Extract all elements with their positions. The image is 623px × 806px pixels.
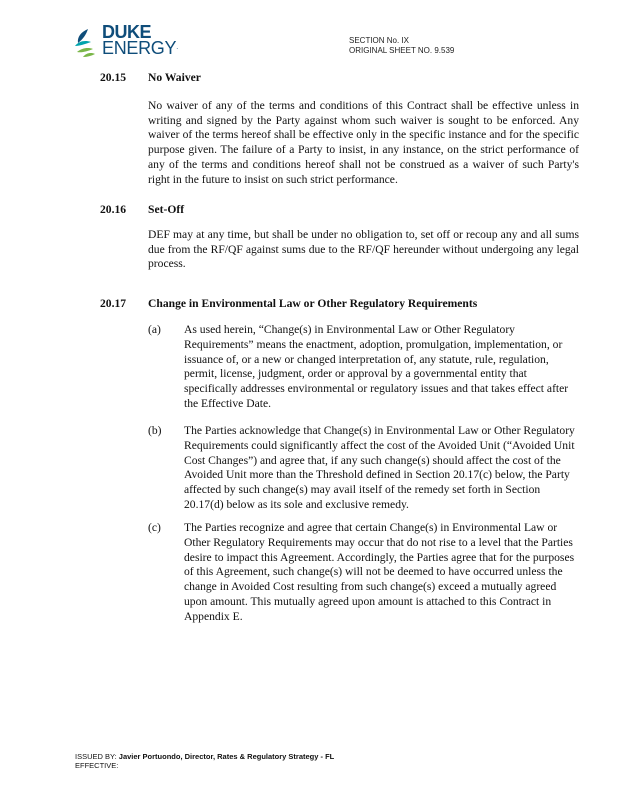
section-number: SECTION No. IX (349, 36, 410, 45)
section-20-16-body: DEF may at any time, but shall be under no obligation to, set off or recoup any and all sums due from the RF/QF against sums due to the RF/QF hereunder without undergoing any legal process. (148, 228, 579, 271)
item-b-label: (b) (148, 424, 162, 437)
page-footer (75, 752, 334, 770)
sheet-number: ORIGINAL SHEET NO. 9.539 (349, 46, 455, 55)
item-a-label: (a) (148, 323, 161, 336)
section-20-17-title: Change in Environmental Law or Other Regulatory Requirements (148, 297, 478, 310)
sheet-header (349, 36, 454, 56)
item-c-label: (c) (148, 521, 161, 534)
logo-line1: DUKE (102, 22, 152, 42)
section-20-16-number: 20.16 (100, 203, 127, 216)
item-a-text: As used herein, “Change(s) in Environmental Law or Other Regulatory Requirements” means the enactment, adoption, promulgation, implementation, or issuance of, or a new or changed interpretation of, any statute, rule, regulation, permit, license, judgment, order or approval by a governmental entity that specifically addresses environmental or regulatory issues and that takes effect after the Effective Date. (184, 323, 569, 410)
section-20-16-title: Set-Off (148, 203, 185, 216)
logo-line2: ENERGY (102, 38, 177, 58)
duke-energy-mark-icon (71, 26, 105, 60)
logo-reg: . (176, 44, 178, 51)
effective-label: EFFECTIVE: (75, 761, 119, 770)
section-20-15-title: No Waiver (148, 71, 201, 84)
section-20-15-number: 20.15 (100, 71, 127, 84)
item-c-text: The Parties recognize and agree that certain Change(s) in Environmental Law or Other Regulatory Requirements may occur that do not rise to a level that the Parties desire to impact this Agreement. Accordingly, the Parties agree that for the purposes of this Agreement, such change(s) will not be deemed to have occurred unless the change in Avoided Cost resulting from such change(s) exceed a mutually agreed upon amount. This mutually agreed upon amount is attached to this Contract in Appendix E. (184, 521, 575, 623)
issued-by-label: ISSUED BY: (75, 752, 119, 761)
section-20-17-number: 20.17 (100, 297, 127, 310)
item-b-text: The Parties acknowledge that Change(s) in Environmental Law or Other Regulatory Requirements could significantly affect the cost of the Avoided Unit (“Avoided Unit Cost Changes”) and agree that, if any such change(s) should affect the cost of the Avoided Unit more than the Threshold defined in Section 20.17(c) below, the Party affected by such change(s) may avail itself of the remedy set forth in Section 20.17(d) below as its sole and exclusive remedy. (184, 424, 575, 511)
duke-energy-logo (71, 24, 181, 64)
section-20-15-body: No waiver of any of the terms and conditions of this Contract shall be effective unless in writing and signed by the Party against whom such waiver is sought to be enforced. Any waiver of the terms hereof shall be effective only in the specific instance and for the specific purpose given. The failure of a Party to insist, in any instance, on the strict performance of any of the terms and conditions hereof shall not be construed as a waiver of such Party's right in the future to insist on such strict performance. (148, 99, 579, 186)
issued-by-name: Javier Portuondo, Director, Rates & Regulatory Strategy - FL (118, 752, 335, 761)
